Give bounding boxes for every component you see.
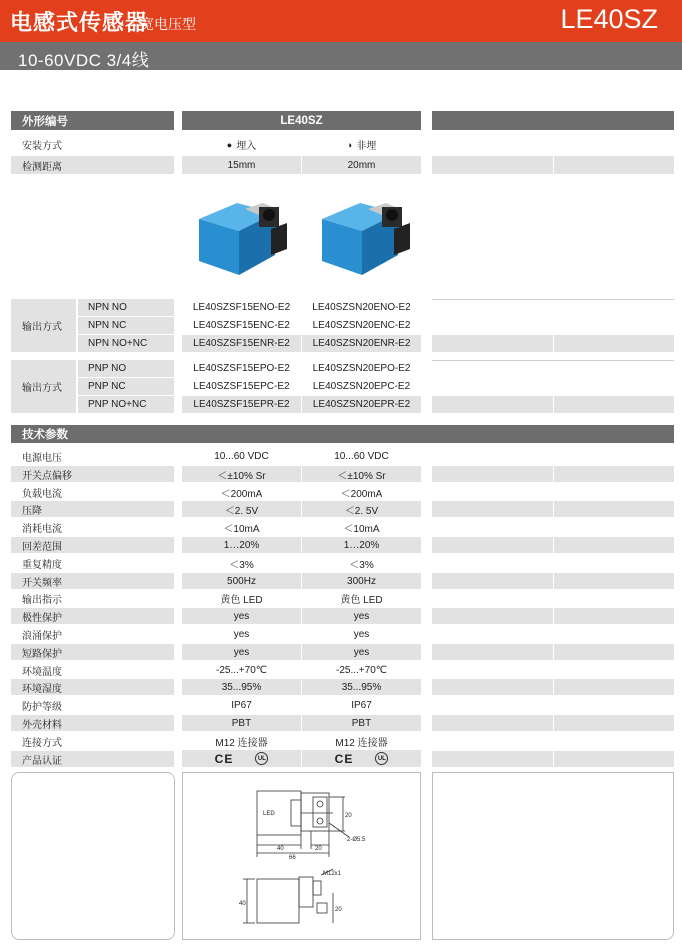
- spec-value-col2: 300Hz: [302, 573, 421, 589]
- spec-label: 连接方式: [11, 733, 174, 749]
- pnp-type-2: PNP NO+NC: [78, 396, 174, 413]
- spec-value-col2: yes: [302, 644, 421, 660]
- pnp-model-1-col1: LE40SZSF15EPC-E2: [182, 378, 301, 395]
- spec-value-col1: 1…20%: [182, 537, 301, 553]
- spec-label: 消耗电流: [11, 519, 174, 535]
- header-bar: [0, 0, 682, 42]
- dim-20-c: 20: [335, 907, 342, 913]
- spec-label: 环境湿度: [11, 679, 174, 695]
- pnp-model-1-col2: LE40SZSN20EPC-E2: [302, 378, 421, 395]
- led-label: LED: [263, 811, 275, 817]
- spec-value-col1: 10...60 VDC: [182, 448, 301, 464]
- dim-66: 66: [289, 855, 296, 861]
- spec-blank-a: [432, 466, 553, 482]
- spec-label: 外壳材料: [11, 715, 174, 731]
- spec-value-col2: ＜2. 5V: [302, 501, 421, 517]
- dim-20-b: 20: [345, 813, 352, 819]
- dimension-drawing: [183, 773, 420, 939]
- spec-value-col1: -25...+70℃: [182, 662, 301, 678]
- spec-value-col2: yes: [302, 608, 421, 624]
- product-subtitle: 宽电压型: [140, 16, 196, 32]
- spec-blank-a: [432, 608, 553, 624]
- spec-label: 产品认证: [11, 751, 174, 767]
- npn-model-0-col2: LE40SZSN20ENO-E2: [302, 299, 421, 316]
- spec-value-col2: ＜200mA: [302, 484, 421, 500]
- npn-model-1-col2: LE40SZSN20ENC-E2: [302, 317, 421, 334]
- spec-label: 负载电流: [11, 484, 174, 500]
- npn-type-0: NPN NO: [78, 299, 174, 316]
- drawing-box-left: [11, 772, 175, 940]
- spec-value-col1: PBT: [182, 715, 301, 731]
- dim-hole: 2-Ø5.5: [347, 837, 366, 843]
- spec-value-col1: yes: [182, 608, 301, 624]
- spec-blank-a: [432, 679, 553, 695]
- model-heading: LE40SZ: [182, 111, 421, 130]
- spec-label: 电源电压: [11, 448, 174, 464]
- spec-value-col2: 10...60 VDC: [302, 448, 421, 464]
- spec-value-col1: ＜200mA: [182, 484, 301, 500]
- product-model-title: LE40SZ: [560, 4, 658, 34]
- ul-mark-text: UL: [377, 755, 386, 762]
- spec-blank-a: [432, 573, 553, 589]
- spec-label: 回差范围: [11, 537, 174, 553]
- dimension-drawing-box: [182, 772, 421, 940]
- spec-blank-b: [554, 715, 674, 731]
- mount-nonflush: [302, 136, 421, 153]
- voltage-bar: [0, 42, 682, 70]
- distance-label: 检测距离: [11, 156, 174, 174]
- spec-blank-b: [554, 501, 674, 517]
- spec-value-col1: ＜3%: [182, 555, 301, 571]
- distance-blank-a: [432, 156, 553, 174]
- npn-model-0-col1: LE40SZSF15ENO-E2: [182, 299, 301, 316]
- empty-heading: [432, 111, 674, 130]
- distance-col2: 20mm: [302, 156, 421, 174]
- spec-label: 极性保护: [11, 608, 174, 624]
- spec-blank-a: [432, 537, 553, 553]
- pnp-type-1: PNP NC: [78, 378, 174, 395]
- spec-value-col1: 500Hz: [182, 573, 301, 589]
- shape-code-label: 外形编号: [11, 111, 174, 130]
- spec-label: 重复精度: [11, 555, 174, 571]
- sensor-image-flush: [195, 195, 290, 277]
- spec-label: 压降: [11, 501, 174, 517]
- ul-mark-icon: [255, 752, 268, 765]
- spec-value-col1: ＜10mA: [182, 519, 301, 535]
- spec-blank-b: [554, 644, 674, 660]
- voltage-line: 10-60VDC 3/4线: [18, 51, 150, 70]
- spec-value-col1: yes: [182, 644, 301, 660]
- spec-blank-a: [432, 644, 553, 660]
- pnp-group-label: 输出方式: [11, 360, 76, 413]
- product-category-title: 电感式传感器: [10, 10, 149, 35]
- spec-value-col2: ＜±10% Sr: [302, 466, 421, 482]
- npn-blank-line: [432, 299, 674, 300]
- npn-model-2-col2: LE40SZSN20ENR-E2: [302, 335, 421, 352]
- pnp-model-0-col2: LE40SZSN20EPO-E2: [302, 360, 421, 377]
- distance-col1: 15mm: [182, 156, 301, 174]
- spec-value-col2: -25...+70℃: [302, 662, 421, 678]
- spec-label: 短路保护: [11, 644, 174, 660]
- cert-col1: [182, 750, 301, 767]
- spec-value-col2: M12 连接器: [302, 733, 421, 749]
- spec-value-col2: 1…20%: [302, 537, 421, 553]
- spec-value-col2: 黄色 LED: [302, 590, 421, 606]
- pnp-blank-line: [432, 360, 674, 361]
- ce-mark-icon: CE: [334, 751, 354, 766]
- sensor-image-nonflush: [318, 195, 413, 277]
- spec-value-col2: yes: [302, 626, 421, 642]
- spec-value-col1: 黄色 LED: [182, 590, 301, 606]
- mount-flush-text: 埋入: [236, 141, 257, 152]
- npn-model-1-col1: LE40SZSF15ENC-E2: [182, 317, 301, 334]
- spec-label: 开关频率: [11, 573, 174, 589]
- filled-circle-icon: ●: [226, 139, 233, 150]
- half-circle-icon: ◑: [346, 139, 353, 150]
- spec-value-col1: ＜2. 5V: [182, 501, 301, 517]
- dim-20-a: 20: [315, 846, 322, 852]
- dim-m12: M12x1: [323, 871, 342, 877]
- spec-value-col2: 35...95%: [302, 679, 421, 695]
- spec-value-col1: IP67: [182, 697, 301, 713]
- spec-value-col1: M12 连接器: [182, 733, 301, 749]
- spec-value-col2: ＜3%: [302, 555, 421, 571]
- dim-40-a: 40: [277, 846, 284, 852]
- npn-blank-b: [554, 335, 674, 352]
- spec-value-col1: ＜±10% Sr: [182, 466, 301, 482]
- dim-40-c: 40: [239, 901, 246, 907]
- spec-blank-b: [554, 537, 674, 553]
- npn-type-1: NPN NC: [78, 317, 174, 334]
- mount-flush: [182, 136, 301, 153]
- spec-value-col1: yes: [182, 626, 301, 642]
- spec-label: 浪涌保护: [11, 626, 174, 642]
- spec-value-col2: IP67: [302, 697, 421, 713]
- pnp-model-2-col2: LE40SZSN20EPR-E2: [302, 396, 421, 413]
- spec-blank-b: [554, 679, 674, 695]
- spec-label: 开关点偏移: [11, 466, 174, 482]
- drawing-box-right: [432, 772, 674, 940]
- spec-blank-b: [554, 573, 674, 589]
- spec-blank-b: [554, 466, 674, 482]
- spec-value-col2: ＜10mA: [302, 519, 421, 535]
- spec-blank-b: [554, 608, 674, 624]
- pnp-type-0: PNP NO: [78, 360, 174, 377]
- pnp-model-0-col1: LE40SZSF15EPO-E2: [182, 360, 301, 377]
- spec-blank-a: [432, 501, 553, 517]
- npn-blank-a: [432, 335, 553, 352]
- spec-value-col2: PBT: [302, 715, 421, 731]
- mount-nonflush-text: 非埋: [356, 141, 377, 152]
- spec-label: 环境温度: [11, 662, 174, 678]
- cert-col2: [302, 750, 421, 767]
- npn-model-2-col1: LE40SZSF15ENR-E2: [182, 335, 301, 352]
- spec-label: 防护等级: [11, 697, 174, 713]
- npn-group-label: 输出方式: [11, 299, 76, 352]
- mount-label: 安装方式: [11, 136, 174, 153]
- pnp-blank-b: [554, 396, 674, 413]
- distance-blank-b: [554, 156, 674, 174]
- spec-blank-b: [554, 751, 674, 767]
- pnp-blank-a: [432, 396, 553, 413]
- ce-mark-icon: CE: [214, 751, 234, 766]
- spec-blank-a: [432, 715, 553, 731]
- pnp-model-2-col1: LE40SZSF15EPR-E2: [182, 396, 301, 413]
- spec-label: 输出指示: [11, 590, 174, 606]
- ul-mark-icon: [375, 752, 388, 765]
- spec-value-col1: 35...95%: [182, 679, 301, 695]
- spec-blank-a: [432, 751, 553, 767]
- tech-params-heading: 技术参数: [11, 425, 674, 443]
- ul-mark-text: UL: [257, 755, 266, 762]
- npn-type-2: NPN NO+NC: [78, 335, 174, 352]
